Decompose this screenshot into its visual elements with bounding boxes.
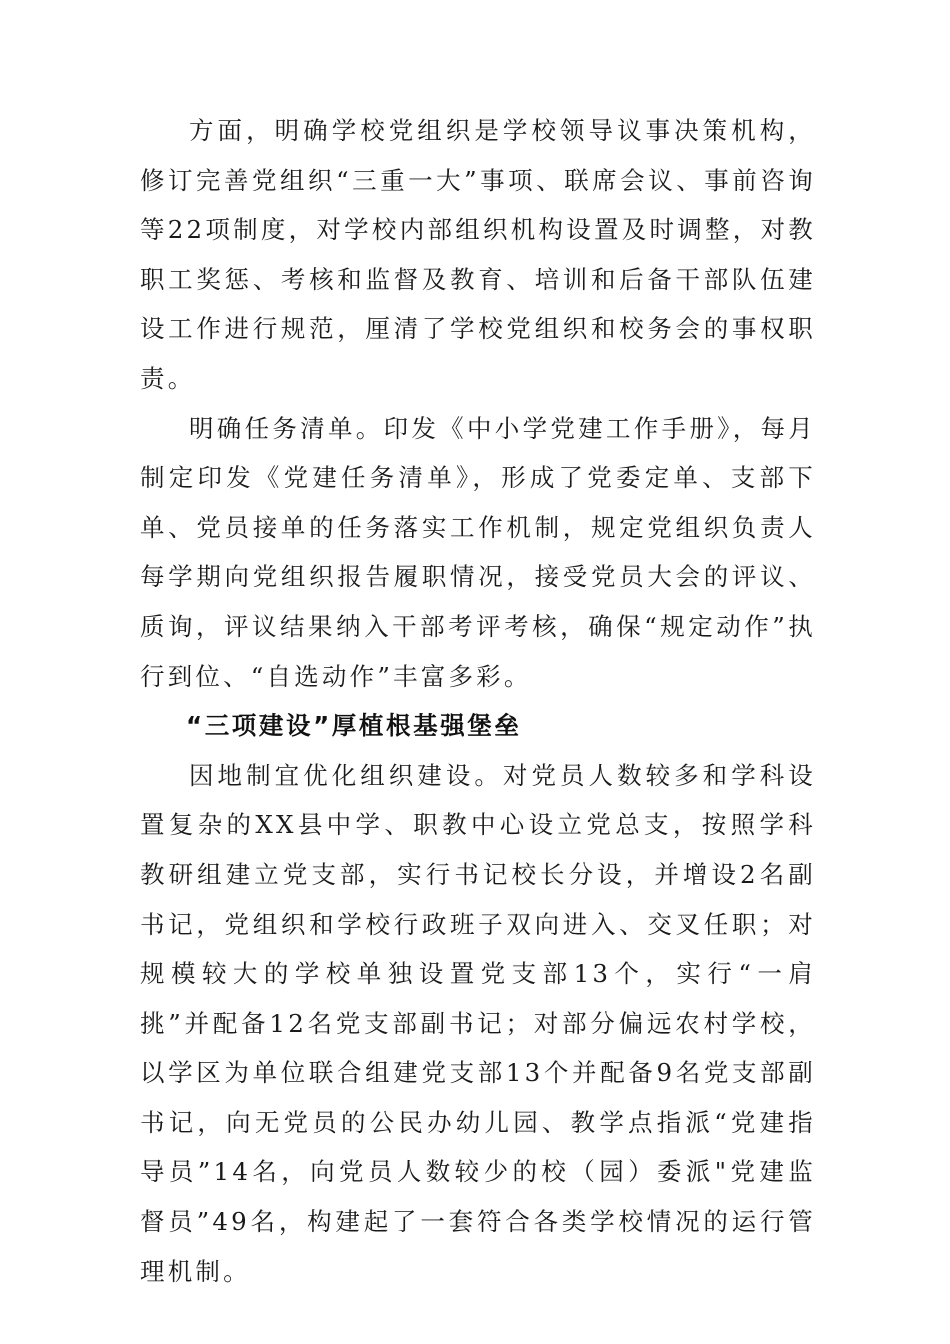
paragraph-organization-building: 因地制宜优化组织建设。对党员人数较多和学科设置复杂的XX县中学、职教中心设立党总支，按照学科教研组建立党支部，实行书记校长分设，并增设2名副书记，党组织和学校行政班子双向进入、交叉任职；对规模较大的学校单独设置党支部13个，实行“一肩挑”并配备12名党支部副书记；对部分偏远农村学校，以学区为单位联合组建党支部13个并配备9名党支部副书记，向无党员的公民办幼儿园、教学点指派“党建指导员”14名，向党员人数较少的校（园）委派"党建监督员”49名，构建起了一套符合各类学校情况的运行管理机制。 bbox=[140, 760, 816, 1286]
document-body bbox=[140, 106, 816, 1296]
section-heading: “三项建设”厚植根基强堡垒 bbox=[186, 711, 522, 741]
paragraph-task-list: 明确任务清单。印发《中小学党建工作手册》，每月制定印发《党建任务清单》，形成了党委定单、支部下单、党员接单的任务落实工作机制，规定党组织负责人每学期向党组织报告履职情况，接受党员大会的评议、质询，评议结果纳入干部考评考核，确保“规定动作”执行到位、“自选动作”丰富多彩。 bbox=[140, 413, 816, 691]
paragraph-party-organization: 方面，明确学校党组织是学校领导议事决策机构，修订完善党组织“三重一大”事项、联席会议、事前咨询等22项制度，对学校内部组织机构设置及时调整，对教职工奖惩、考核和监督及教育、培训和后备干部队伍建设工作进行规范，厘清了学校党组织和校务会的事权职责。 bbox=[140, 116, 816, 393]
